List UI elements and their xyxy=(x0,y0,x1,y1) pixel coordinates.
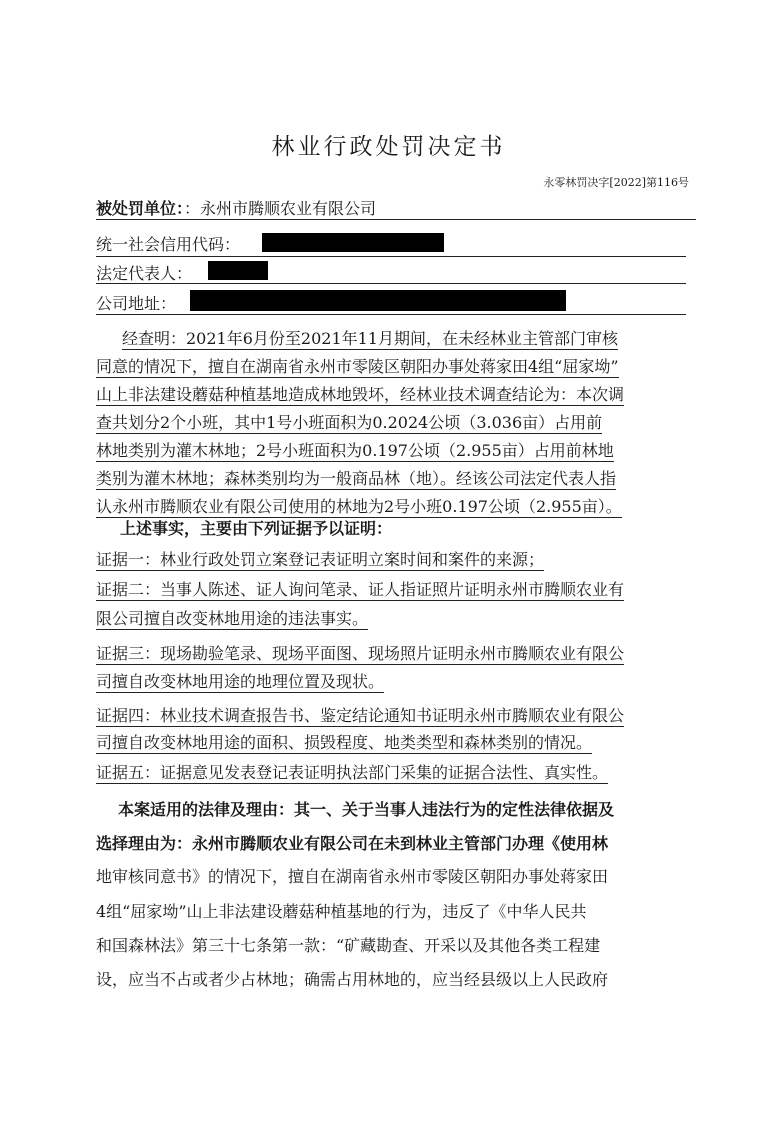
law-line: 地审核同意书》的情况下，擅自在湖南省永州市零陵区朝阳办事处蒋家田 xyxy=(96,867,609,886)
evidence-line: 证据二：当事人陈述、证人询问笔录、证人指证照片证明永州市腾顺农业有 xyxy=(96,580,625,599)
redaction-block xyxy=(262,233,444,252)
company-address-label: 公司地址： xyxy=(96,294,177,313)
document-title: 林业行政处罚决定书 xyxy=(271,134,506,160)
punished-unit-label: 被处罚单位： xyxy=(96,199,185,218)
law-line xyxy=(96,834,608,854)
document-number: 永零林罚决字[2022]第116号 xyxy=(543,176,689,189)
evidence-line: 证据五：证据意见发表登记表证明执法部门采集的证据合法性、真实性。 xyxy=(96,763,609,782)
law-line: 设，应当不占或者少占林地；确需占用林地的，应当经县级以上人民政府 xyxy=(96,970,609,989)
law-line: 本案适用的法律及理由：其一、关于当事人违法行为的定性法律依据及 xyxy=(118,800,615,819)
findings-line: 认永州市腾顺农业有限公司使用的林地为2号小班0.197公顷（2.955亩）。 xyxy=(96,497,622,516)
underline xyxy=(96,314,686,315)
law-line: 4组“屈家坳”山上非法建设蘑菇种植基地的行为，违反了《中华人民共 xyxy=(96,902,587,921)
evidence-line: 证据三：现场勘验笔录、现场平面图、现场照片证明永州市腾顺农业有限公 xyxy=(96,644,625,663)
legal-rep-label: 法定代表人： xyxy=(96,264,193,283)
evidence-line: 司擅自改变林地用途的面积、损毁程度、地类类型和森林类别的情况。 xyxy=(96,733,593,752)
punished-unit-value: ：永州市腾顺农业有限公司 xyxy=(184,199,377,218)
law-line: 和国森林法》第三十七条第一款：“矿藏勘查、开采以及其他各类工程建 xyxy=(96,936,601,955)
findings-line: 同意的情况下，擅自在湖南省永州市零陵区朝阳办事处蒋家田4组“屈家坳” xyxy=(96,357,619,376)
redaction-block xyxy=(208,261,268,280)
findings-line: 查共划分2个小班，其中1号小班面积为0.2024公顷（3.036亩）占用前 xyxy=(96,413,603,432)
company-address-row xyxy=(96,291,176,314)
findings-line: 类别为灌木林地；森林类别均为一般商品林（地）。经该公司法定代表人指 xyxy=(96,469,617,488)
credit-code-label: 统一社会信用代码： xyxy=(96,235,241,254)
punished-unit-row xyxy=(96,196,376,219)
underline xyxy=(96,283,686,284)
underline xyxy=(96,219,696,220)
evidence-line: 司擅自改变林地用途的地理位置及现状。 xyxy=(96,672,385,691)
legal-rep-row xyxy=(96,261,192,284)
underline xyxy=(96,256,686,257)
evidence-line: 证据四：林业技术调查报告书、鉴定结论通知书证明永州市腾顺农业有限公 xyxy=(96,706,625,725)
findings-line: 经查明：2021年6月份至2021年11月期间，在未经林业主管部门审核 xyxy=(122,329,618,348)
evidence-line: 限公司擅自改变林地用途的违法事实。 xyxy=(96,609,369,628)
findings-line: 林地类别为灌木林地；2号小班面积为0.197公顷（2.955亩）占用前林地 xyxy=(96,441,614,460)
law-line-text: 选择理由为：永州市腾顺农业有限公司在未到林业主管部门办理《使用林 xyxy=(96,834,609,853)
credit-code-row xyxy=(96,232,240,255)
evidence-line: 证据一：林业行政处罚立案登记表证明立案时间和案件的来源； xyxy=(96,550,545,569)
findings-line: 山上非法建设蘑菇种植基地造成林地毁坏，经林业技术调查结论为：本次调 xyxy=(96,385,625,404)
redaction-block xyxy=(190,290,566,311)
evidence-intro: 上述事实，主要由下列证据予以证明： xyxy=(120,519,393,538)
